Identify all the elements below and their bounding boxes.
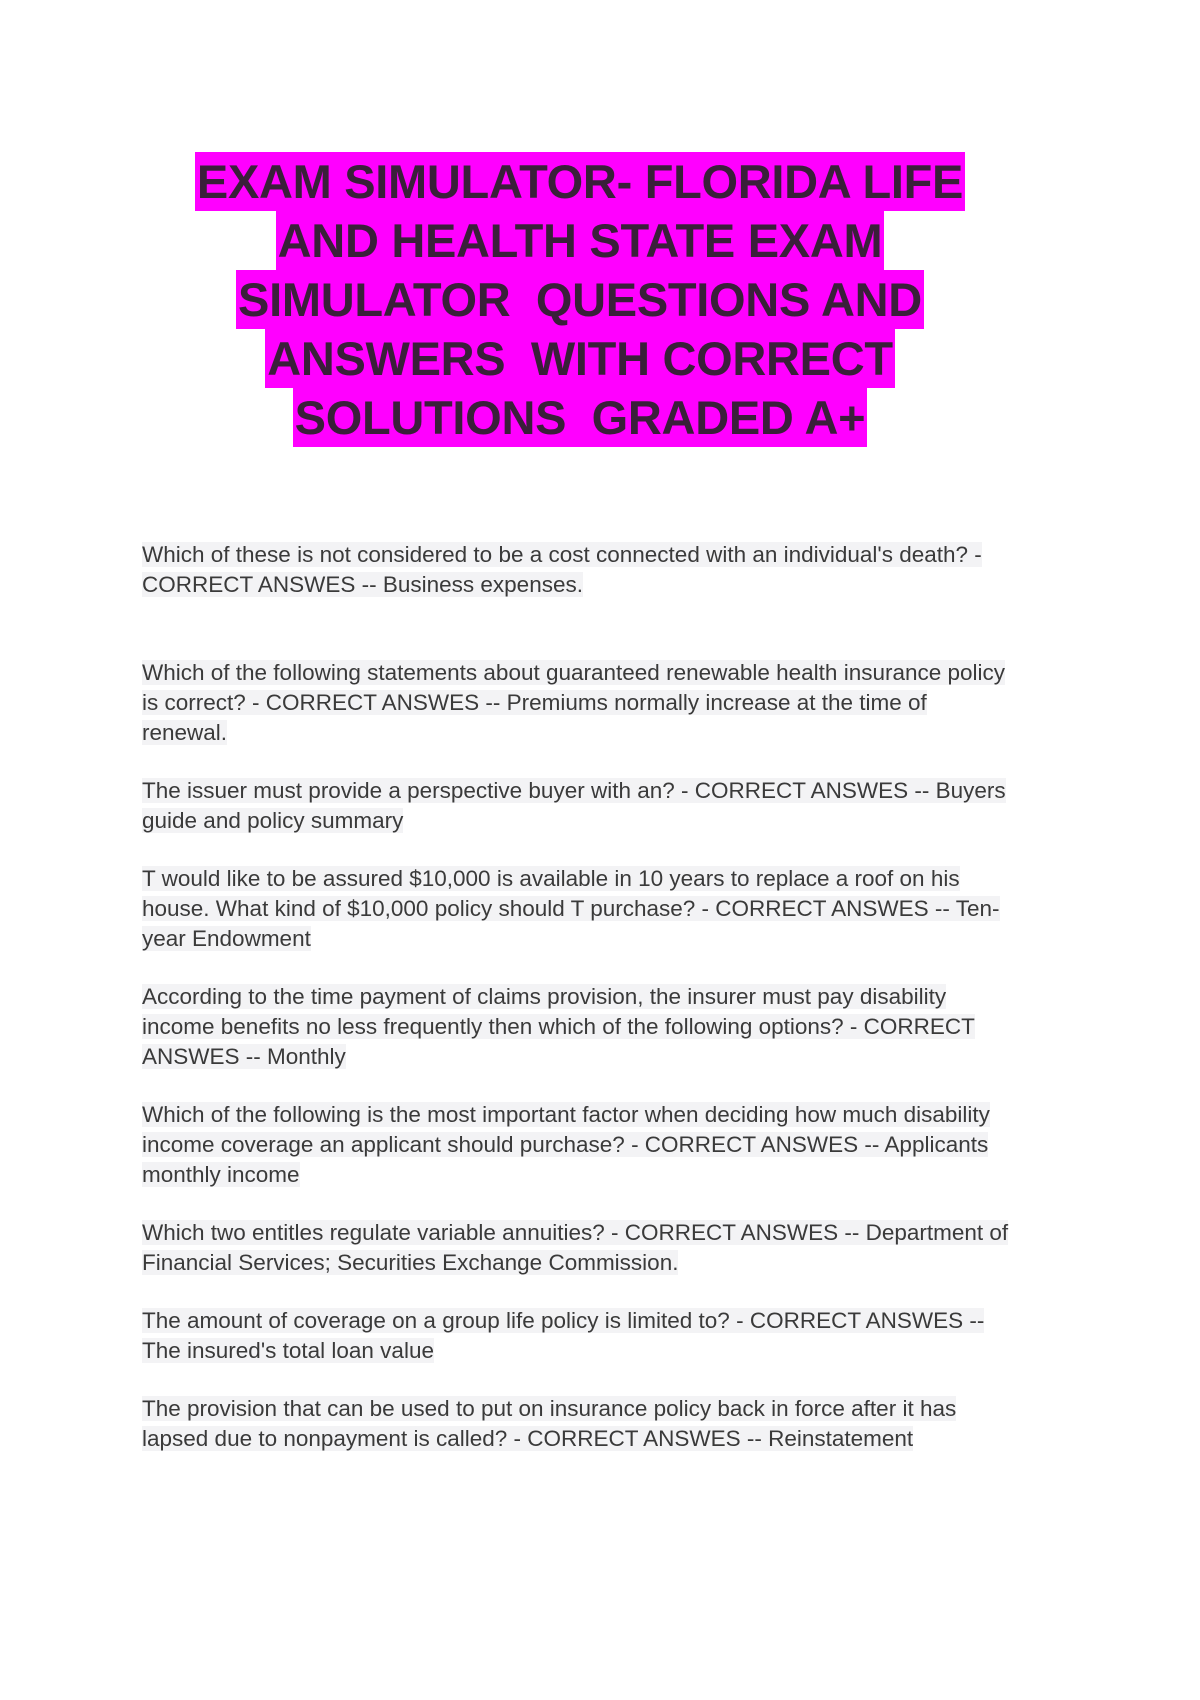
qa-text-line: Financial Services; Securities Exchange Commission. — [142, 1250, 679, 1275]
qa-text-line: The insured's total loan value — [142, 1338, 434, 1363]
qa-text-line: Which of these is not considered to be a cost connected with an individual's death? - — [142, 542, 982, 567]
qa-item — [142, 864, 1072, 954]
qa-text-line: ANSWES -- Monthly — [142, 1044, 346, 1069]
qa-text-line: monthly income — [142, 1162, 300, 1187]
qa-item — [142, 1306, 1072, 1366]
qa-text-line: guide and policy summary — [142, 808, 404, 833]
qa-item — [142, 776, 1072, 836]
document-title — [160, 152, 1000, 447]
qa-list — [142, 540, 1072, 1482]
qa-text-line: The provision that can be used to put on insurance policy back in force after it has — [142, 1396, 957, 1421]
qa-text-line: CORRECT ANSWES -- Business expenses. — [142, 572, 583, 597]
qa-text-line: Which of the following statements about guaranteed renewable health insurance policy — [142, 660, 1006, 685]
title-line: EXAM SIMULATOR- FLORIDA LIFE — [195, 152, 965, 211]
title-line: SOLUTIONS GRADED A+ — [293, 388, 868, 447]
title-line: ANSWERS WITH CORRECT — [265, 329, 895, 388]
qa-text-line: year Endowment — [142, 926, 311, 951]
title-line: AND HEALTH STATE EXAM — [276, 211, 885, 270]
qa-text-line: According to the time payment of claims provision, the insurer must pay disability — [142, 984, 947, 1009]
qa-text-line: The amount of coverage on a group life policy is limited to? - CORRECT ANSWES -- — [142, 1308, 985, 1333]
qa-item — [142, 1394, 1072, 1454]
qa-text-line: is correct? - CORRECT ANSWES -- Premiums normally increase at the time of — [142, 690, 927, 715]
qa-text-line: T would like to be assured $10,000 is available in 10 years to replace a roof on his — [142, 866, 960, 891]
qa-text-line: Which two entitles regulate variable annuities? - CORRECT ANSWES -- Department of — [142, 1220, 1009, 1245]
qa-item — [142, 1218, 1072, 1278]
qa-text-line: house. What kind of $10,000 policy should T purchase? - CORRECT ANSWES -- Ten- — [142, 896, 1000, 921]
qa-text-line: income benefits no less frequently then which of the following options? - CORRECT — [142, 1014, 975, 1039]
qa-item — [142, 658, 1072, 748]
qa-text-line: Which of the following is the most important factor when deciding how much disability — [142, 1102, 990, 1127]
qa-text-line: The issuer must provide a perspective buyer with an? - CORRECT ANSWES -- Buyers — [142, 778, 1006, 803]
qa-item — [142, 982, 1072, 1072]
title-line: SIMULATOR QUESTIONS AND — [236, 270, 924, 329]
qa-text-line: renewal. — [142, 720, 228, 745]
qa-text-line: income coverage an applicant should purchase? - CORRECT ANSWES -- Applicants — [142, 1132, 989, 1157]
qa-item — [142, 540, 1072, 600]
qa-text-line: lapsed due to nonpayment is called? - CORRECT ANSWES -- Reinstatement — [142, 1426, 914, 1451]
qa-item — [142, 1100, 1072, 1190]
